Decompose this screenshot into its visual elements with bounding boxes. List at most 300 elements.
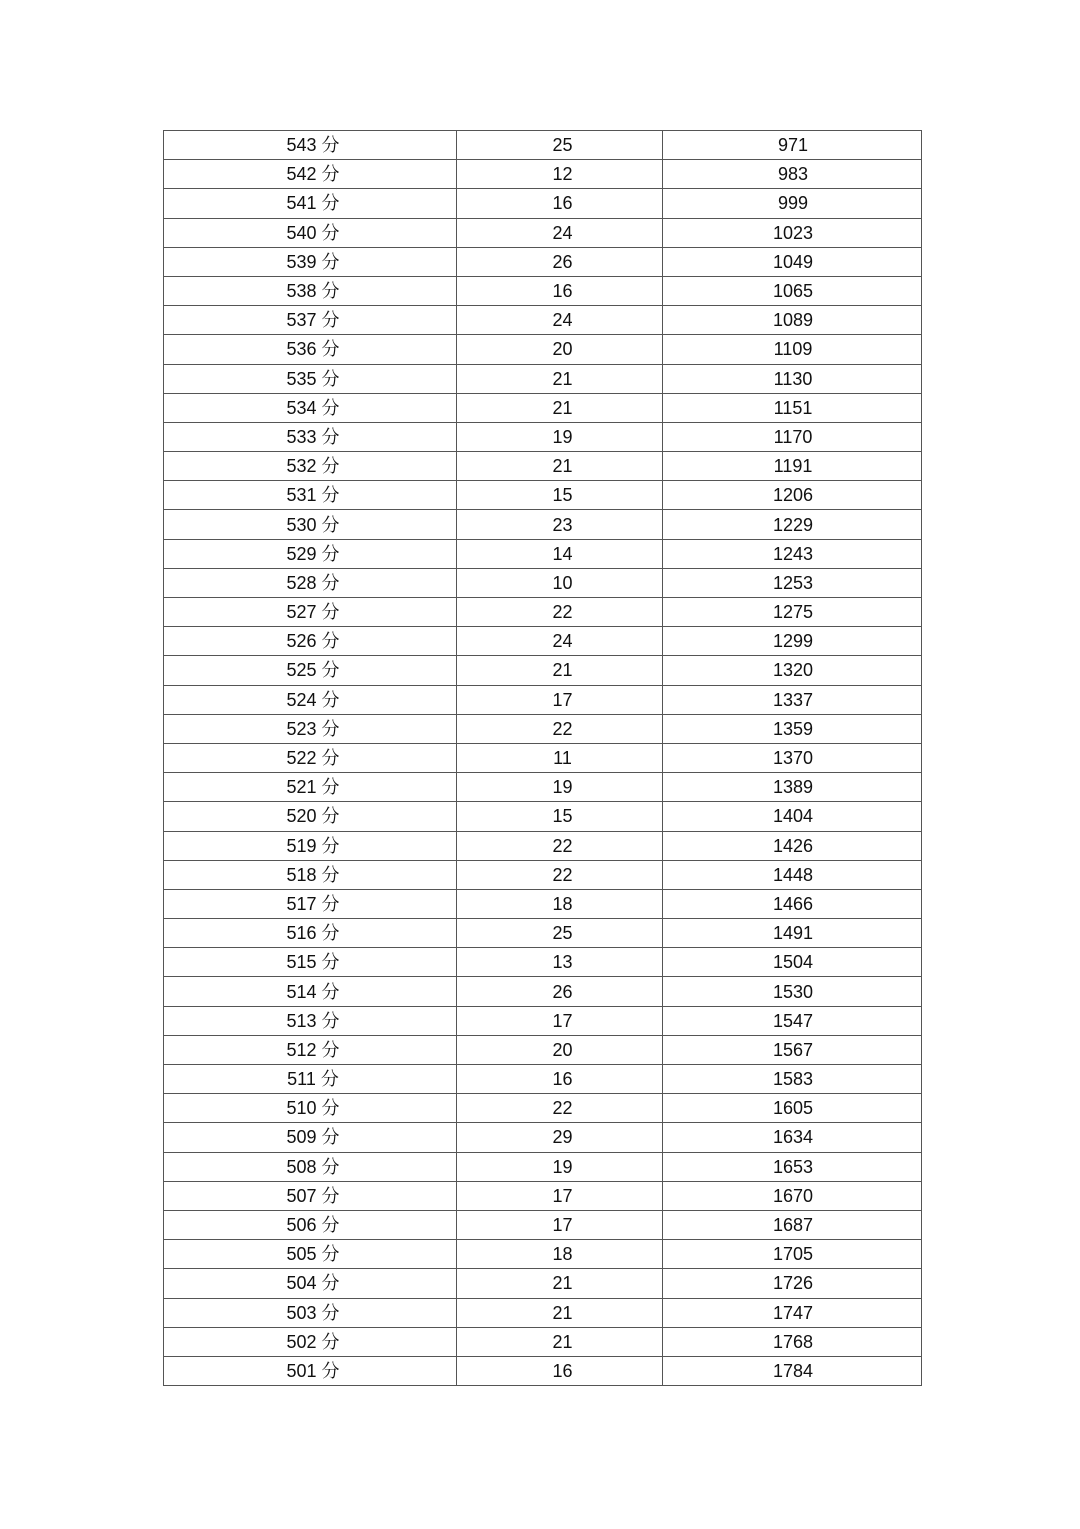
count-cell: [457, 1152, 663, 1181]
score-cell-text: 505 分: [286, 1244, 340, 1265]
cumulative-count-cell-text: 1726: [772, 1273, 814, 1294]
score-cell-text: 511 分: [287, 1069, 339, 1090]
score-cell-text: 530 分: [286, 514, 340, 535]
cumulative-count-cell: [663, 364, 922, 393]
count-cell-text: 17: [552, 1215, 573, 1236]
count-cell-text: 17: [552, 1010, 573, 1031]
score-cell: [164, 568, 457, 597]
score-cell: [164, 598, 457, 627]
score-cell: [164, 1152, 457, 1181]
cumulative-count-cell-text: 1404: [772, 806, 814, 827]
score-cell: [164, 364, 457, 393]
table-row: [164, 1181, 922, 1210]
score-cell: [164, 714, 457, 743]
count-cell-text: 25: [552, 923, 573, 944]
table-row: [164, 1327, 922, 1356]
score-cell-text: 518 分: [286, 864, 340, 885]
score-cell-text: 524 分: [286, 689, 340, 710]
table-row: [164, 1269, 922, 1298]
score-cell: [164, 131, 457, 160]
cumulative-count-cell: [663, 1094, 922, 1123]
count-cell-text: 22: [552, 1098, 573, 1119]
score-cell: [164, 977, 457, 1006]
count-cell: [457, 452, 663, 481]
cumulative-count-cell: [663, 831, 922, 860]
table-row: [164, 919, 922, 948]
table-row: [164, 1123, 922, 1152]
score-cell-text: 509 分: [286, 1127, 340, 1148]
cumulative-count-cell-text: 1670: [772, 1185, 814, 1206]
table-row: [164, 218, 922, 247]
score-cell-text: 542 分: [286, 164, 340, 185]
count-cell: [457, 539, 663, 568]
score-cell: [164, 218, 457, 247]
count-cell: [457, 422, 663, 451]
count-cell: [457, 364, 663, 393]
cumulative-count-cell-text: 1530: [772, 981, 814, 1002]
count-cell: [457, 948, 663, 977]
cumulative-count-cell-text: 1320: [772, 660, 814, 681]
cumulative-count-cell: [663, 656, 922, 685]
score-cell-text: 503 分: [286, 1302, 340, 1323]
table-row: [164, 1152, 922, 1181]
score-cell-text: 532 分: [286, 456, 340, 477]
score-cell-text: 517 分: [286, 893, 340, 914]
count-cell: [457, 131, 663, 160]
cumulative-count-cell-text: 999: [777, 193, 809, 214]
score-cell: [164, 1210, 457, 1239]
score-cell-text: 527 分: [286, 602, 340, 623]
count-cell-text: 12: [552, 164, 573, 185]
cumulative-count-cell-text: 1687: [772, 1215, 814, 1236]
cumulative-count-cell: [663, 335, 922, 364]
score-cell: [164, 1356, 457, 1385]
cumulative-count-cell-text: 1109: [773, 339, 813, 360]
cumulative-count-cell: [663, 1006, 922, 1035]
cumulative-count-cell: [663, 714, 922, 743]
count-cell-text: 21: [552, 1302, 573, 1323]
score-cell: [164, 1269, 457, 1298]
score-cell: [164, 247, 457, 276]
cumulative-count-cell-text: 1653: [772, 1156, 814, 1177]
count-cell: [457, 510, 663, 539]
score-cell-text: 510 分: [286, 1098, 340, 1119]
table-row: [164, 452, 922, 481]
count-cell-text: 21: [552, 660, 573, 681]
cumulative-count-cell-text: 1747: [772, 1302, 814, 1323]
score-cell: [164, 1298, 457, 1327]
table-row: [164, 860, 922, 889]
cumulative-count-cell-text: 1151: [773, 397, 813, 418]
table-row: [164, 1298, 922, 1327]
count-cell: [457, 1356, 663, 1385]
count-cell-text: 15: [552, 485, 573, 506]
table-body: [164, 131, 922, 1386]
cumulative-count-cell-text: 1049: [772, 251, 814, 272]
table-row: [164, 1356, 922, 1385]
table-row: [164, 1240, 922, 1269]
score-cell-text: 535 分: [286, 368, 340, 389]
score-cell: [164, 889, 457, 918]
score-cell: [164, 919, 457, 948]
count-cell: [457, 306, 663, 335]
count-cell-text: 20: [552, 339, 573, 360]
cumulative-count-cell: [663, 568, 922, 597]
score-cell: [164, 335, 457, 364]
cumulative-count-cell: [663, 510, 922, 539]
cumulative-count-cell-text: 1023: [772, 222, 814, 243]
count-cell-text: 22: [552, 602, 573, 623]
count-cell: [457, 1298, 663, 1327]
count-cell-text: 22: [552, 835, 573, 856]
count-cell-text: 16: [552, 1069, 573, 1090]
cumulative-count-cell: [663, 481, 922, 510]
table-row: [164, 276, 922, 305]
cumulative-count-cell: [663, 1298, 922, 1327]
count-cell: [457, 276, 663, 305]
cumulative-count-cell: [663, 743, 922, 772]
count-cell-text: 25: [552, 135, 573, 156]
count-cell-text: 26: [552, 981, 573, 1002]
count-cell-text: 16: [552, 193, 573, 214]
score-cell: [164, 276, 457, 305]
count-cell-text: 19: [552, 426, 573, 447]
count-cell: [457, 393, 663, 422]
score-cell-text: 516 分: [286, 923, 340, 944]
count-cell: [457, 977, 663, 1006]
count-cell: [457, 1327, 663, 1356]
cumulative-count-cell-text: 1229: [772, 514, 814, 535]
table-row: [164, 627, 922, 656]
cumulative-count-cell: [663, 977, 922, 1006]
cumulative-count-cell: [663, 1152, 922, 1181]
table-row: [164, 948, 922, 977]
count-cell: [457, 481, 663, 510]
table-row: [164, 510, 922, 539]
score-cell: [164, 1123, 457, 1152]
table-row: [164, 160, 922, 189]
table-row: [164, 802, 922, 831]
score-cell-text: 543 分: [286, 135, 340, 156]
cumulative-count-cell-text: 1130: [773, 368, 813, 389]
count-cell: [457, 831, 663, 860]
cumulative-count-cell: [663, 1123, 922, 1152]
score-cell: [164, 860, 457, 889]
cumulative-count-cell: [663, 160, 922, 189]
cumulative-count-cell: [663, 131, 922, 160]
table-row: [164, 977, 922, 1006]
cumulative-count-cell: [663, 189, 922, 218]
table-row: [164, 773, 922, 802]
table-row: [164, 743, 922, 772]
table-row: [164, 247, 922, 276]
cumulative-count-cell: [663, 773, 922, 802]
cumulative-count-cell-text: 1065: [772, 281, 814, 302]
table-row: [164, 131, 922, 160]
cumulative-count-cell: [663, 218, 922, 247]
score-cell: [164, 510, 457, 539]
score-cell-text: 540 分: [286, 222, 340, 243]
cumulative-count-cell-text: 1768: [772, 1331, 814, 1352]
score-distribution-table: [163, 130, 922, 1386]
cumulative-count-cell: [663, 393, 922, 422]
score-cell: [164, 773, 457, 802]
count-cell: [457, 247, 663, 276]
score-cell-text: 531 分: [286, 485, 340, 506]
score-cell-text: 541 分: [286, 193, 340, 214]
table-row: [164, 481, 922, 510]
score-cell-text: 507 分: [286, 1185, 340, 1206]
count-cell: [457, 1181, 663, 1210]
table-row: [164, 335, 922, 364]
cumulative-count-cell: [663, 1210, 922, 1239]
table-row: [164, 189, 922, 218]
score-cell: [164, 160, 457, 189]
count-cell: [457, 685, 663, 714]
cumulative-count-cell-text: 1605: [772, 1098, 814, 1119]
score-cell: [164, 948, 457, 977]
score-cell-text: 525 分: [286, 660, 340, 681]
cumulative-count-cell-text: 1634: [772, 1127, 814, 1148]
table-row: [164, 1094, 922, 1123]
cumulative-count-cell-text: 1253: [772, 572, 814, 593]
score-cell-text: 512 分: [286, 1039, 340, 1060]
count-cell: [457, 218, 663, 247]
cumulative-count-cell: [663, 1327, 922, 1356]
cumulative-count-cell: [663, 276, 922, 305]
score-cell-text: 522 分: [286, 748, 340, 769]
cumulative-count-cell: [663, 802, 922, 831]
count-cell-text: 23: [552, 514, 573, 535]
score-cell: [164, 656, 457, 685]
table-row: [164, 598, 922, 627]
count-cell: [457, 773, 663, 802]
score-cell: [164, 393, 457, 422]
score-cell-text: 534 分: [286, 397, 340, 418]
score-cell: [164, 802, 457, 831]
score-cell: [164, 831, 457, 860]
score-cell-text: 514 分: [286, 981, 340, 1002]
count-cell-text: 18: [552, 1244, 573, 1265]
score-cell: [164, 306, 457, 335]
score-cell-text: 539 分: [286, 251, 340, 272]
cumulative-count-cell: [663, 306, 922, 335]
score-cell-text: 502 分: [286, 1331, 340, 1352]
score-cell-text: 519 分: [286, 835, 340, 856]
count-cell: [457, 1094, 663, 1123]
count-cell: [457, 919, 663, 948]
score-cell-text: 526 分: [286, 631, 340, 652]
count-cell: [457, 1006, 663, 1035]
count-cell-text: 24: [552, 222, 573, 243]
count-cell-text: 19: [552, 1156, 573, 1177]
count-cell: [457, 889, 663, 918]
cumulative-count-cell: [663, 889, 922, 918]
count-cell: [457, 189, 663, 218]
cumulative-count-cell-text: 1567: [772, 1039, 814, 1060]
cumulative-count-cell: [663, 919, 922, 948]
score-cell-text: 508 分: [286, 1156, 340, 1177]
score-cell: [164, 1006, 457, 1035]
count-cell: [457, 1065, 663, 1094]
score-cell: [164, 1035, 457, 1064]
cumulative-count-cell: [663, 452, 922, 481]
table-row: [164, 568, 922, 597]
score-cell-text: 523 分: [286, 718, 340, 739]
cumulative-count-cell-text: 1337: [772, 689, 814, 710]
table-row: [164, 1035, 922, 1064]
table-row: [164, 714, 922, 743]
score-cell-text: 529 分: [286, 543, 340, 564]
table-row: [164, 1006, 922, 1035]
table-row: [164, 831, 922, 860]
cumulative-count-cell: [663, 1181, 922, 1210]
score-cell-text: 533 分: [286, 426, 340, 447]
cumulative-count-cell-text: 971: [777, 135, 809, 156]
table-row: [164, 656, 922, 685]
cumulative-count-cell-text: 1243: [772, 543, 814, 564]
score-cell: [164, 1327, 457, 1356]
score-cell: [164, 743, 457, 772]
table-row: [164, 539, 922, 568]
count-cell-text: 13: [552, 952, 573, 973]
cumulative-count-cell: [663, 1065, 922, 1094]
count-cell: [457, 160, 663, 189]
count-cell-text: 21: [552, 368, 573, 389]
cumulative-count-cell: [663, 598, 922, 627]
count-cell-text: 21: [552, 397, 573, 418]
cumulative-count-cell-text: 1547: [772, 1010, 814, 1031]
cumulative-count-cell: [663, 860, 922, 889]
cumulative-count-cell-text: 1784: [772, 1360, 814, 1381]
count-cell-text: 24: [552, 310, 573, 331]
score-cell-text: 520 分: [286, 806, 340, 827]
count-cell-text: 24: [552, 631, 573, 652]
cumulative-count-cell-text: 1299: [772, 631, 814, 652]
cumulative-count-cell-text: 1275: [772, 602, 814, 623]
cumulative-count-cell-text: 1705: [772, 1244, 814, 1265]
score-cell-text: 536 分: [286, 339, 340, 360]
score-cell-text: 528 分: [286, 572, 340, 593]
score-cell: [164, 685, 457, 714]
count-cell-text: 16: [552, 281, 573, 302]
table-row: [164, 393, 922, 422]
score-cell: [164, 481, 457, 510]
cumulative-count-cell-text: 1170: [773, 426, 813, 447]
cumulative-count-cell-text: 1206: [772, 485, 814, 506]
count-cell-text: 21: [552, 1273, 573, 1294]
cumulative-count-cell: [663, 1240, 922, 1269]
count-cell-text: 29: [552, 1127, 573, 1148]
cumulative-count-cell-text: 1191: [773, 456, 813, 477]
count-cell: [457, 656, 663, 685]
count-cell-text: 17: [552, 1185, 573, 1206]
count-cell-text: 11: [553, 748, 572, 769]
cumulative-count-cell-text: 1448: [772, 864, 814, 885]
count-cell-text: 22: [552, 718, 573, 739]
table-row: [164, 1065, 922, 1094]
cumulative-count-cell-text: 1504: [772, 952, 814, 973]
score-cell: [164, 1240, 457, 1269]
count-cell: [457, 1123, 663, 1152]
table-row: [164, 364, 922, 393]
cumulative-count-cell-text: 1426: [772, 835, 814, 856]
cumulative-count-cell: [663, 1269, 922, 1298]
count-cell-text: 21: [552, 1331, 573, 1352]
score-cell-text: 515 分: [286, 952, 340, 973]
score-cell-text: 501 分: [286, 1360, 340, 1381]
score-cell: [164, 1065, 457, 1094]
cumulative-count-cell-text: 1359: [772, 718, 814, 739]
table-row: [164, 1210, 922, 1239]
count-cell: [457, 714, 663, 743]
count-cell: [457, 802, 663, 831]
cumulative-count-cell-text: 1370: [772, 748, 814, 769]
cumulative-count-cell: [663, 627, 922, 656]
score-cell-text: 538 分: [286, 281, 340, 302]
score-cell: [164, 189, 457, 218]
cumulative-count-cell: [663, 1356, 922, 1385]
count-cell: [457, 627, 663, 656]
count-cell-text: 21: [552, 456, 573, 477]
score-cell-text: 537 分: [286, 310, 340, 331]
cumulative-count-cell: [663, 948, 922, 977]
count-cell: [457, 335, 663, 364]
score-cell-text: 506 分: [286, 1215, 340, 1236]
table-row: [164, 889, 922, 918]
count-cell-text: 20: [552, 1039, 573, 1060]
count-cell: [457, 1210, 663, 1239]
count-cell: [457, 860, 663, 889]
table-row: [164, 306, 922, 335]
score-cell: [164, 422, 457, 451]
count-cell: [457, 743, 663, 772]
score-cell: [164, 627, 457, 656]
score-cell-text: 513 分: [286, 1010, 340, 1031]
count-cell-text: 22: [552, 864, 573, 885]
score-cell: [164, 1094, 457, 1123]
table-row: [164, 685, 922, 714]
count-cell: [457, 568, 663, 597]
count-cell: [457, 1269, 663, 1298]
cumulative-count-cell: [663, 247, 922, 276]
cumulative-count-cell-text: 983: [777, 164, 809, 185]
score-cell: [164, 1181, 457, 1210]
count-cell: [457, 1035, 663, 1064]
cumulative-count-cell-text: 1089: [772, 310, 814, 331]
score-cell-text: 504 分: [286, 1273, 340, 1294]
score-cell: [164, 539, 457, 568]
count-cell-text: 26: [552, 251, 573, 272]
cumulative-count-cell-text: 1583: [772, 1069, 814, 1090]
score-cell-text: 521 分: [286, 777, 340, 798]
count-cell-text: 19: [552, 777, 573, 798]
count-cell-text: 10: [552, 572, 573, 593]
count-cell-text: 17: [552, 689, 573, 710]
cumulative-count-cell: [663, 685, 922, 714]
cumulative-count-cell-text: 1491: [772, 923, 814, 944]
cumulative-count-cell: [663, 422, 922, 451]
cumulative-count-cell: [663, 1035, 922, 1064]
cumulative-count-cell-text: 1389: [772, 777, 814, 798]
cumulative-count-cell: [663, 539, 922, 568]
table-row: [164, 422, 922, 451]
count-cell: [457, 1240, 663, 1269]
count-cell-text: 18: [552, 893, 573, 914]
count-cell: [457, 598, 663, 627]
count-cell-text: 16: [552, 1360, 573, 1381]
count-cell-text: 15: [552, 806, 573, 827]
